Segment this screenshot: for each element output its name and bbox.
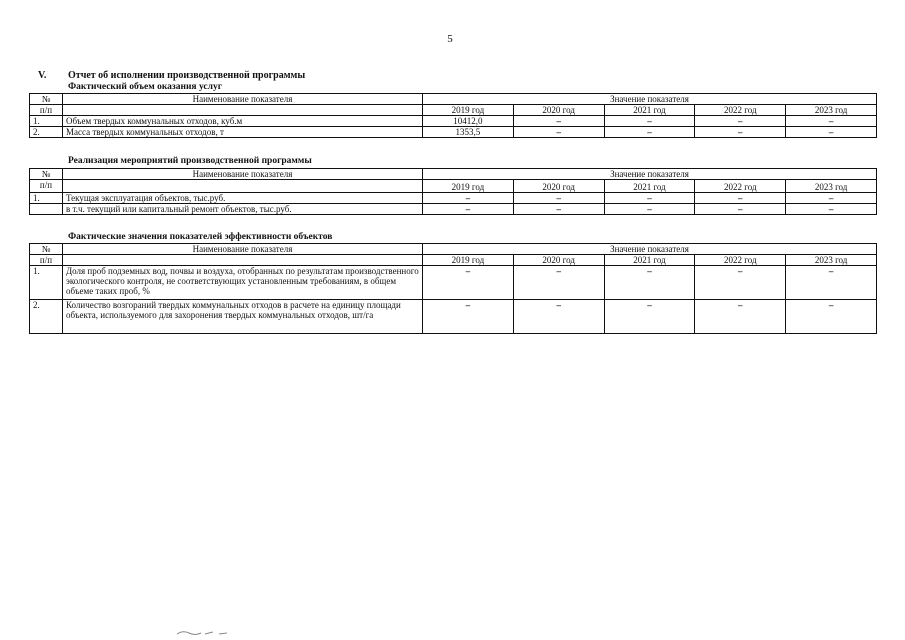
row-value: 1353,5 [423, 127, 514, 138]
scan-mark [175, 628, 235, 636]
row-value: – [423, 266, 514, 300]
row-name: Объем твердых коммунальных отходов, куб.м [63, 116, 423, 127]
year-header: 2019 год [423, 105, 514, 116]
row-number: 1. [30, 193, 63, 204]
row-value: – [604, 204, 695, 215]
row-value: – [423, 193, 514, 204]
row-value: – [513, 193, 604, 204]
row-value: – [513, 127, 604, 138]
efficiency-indicators-table [29, 243, 877, 334]
row-name: Количество возгораний твердых коммунальных отходов в расчете на единицу площади объекта, используемого для захоронения твердых коммунальных отходов, шт/га [63, 300, 423, 334]
row-name: Масса твердых коммунальных отходов, т [63, 127, 423, 138]
year-header: 2020 год [513, 180, 604, 193]
col-no-header: № [30, 169, 63, 180]
program-activities-title: Реализация мероприятий производственной программы [68, 156, 312, 166]
row-value: – [513, 116, 604, 127]
table-row [30, 300, 877, 334]
row-value: – [786, 204, 877, 215]
row-value: – [513, 266, 604, 300]
year-header: 2019 год [423, 180, 514, 193]
row-value: – [604, 127, 695, 138]
row-value: – [513, 300, 604, 334]
row-value: – [604, 300, 695, 334]
row-value: – [786, 300, 877, 334]
row-value: – [604, 193, 695, 204]
value-group-header: Значение показателя [423, 94, 877, 105]
row-value: – [604, 266, 695, 300]
year-header: 2023 год [786, 255, 877, 266]
services-volume-table [29, 93, 877, 138]
year-header: 2019 год [423, 255, 514, 266]
row-value: – [786, 116, 877, 127]
year-header: 2022 год [695, 180, 786, 193]
program-activities-table [29, 168, 877, 215]
page-number: 5 [447, 33, 453, 45]
year-header: 2020 год [513, 255, 604, 266]
table-row [30, 266, 877, 300]
row-value: – [604, 116, 695, 127]
col-name-header: Наименование показателя [63, 94, 423, 105]
row-value: – [423, 300, 514, 334]
row-value: – [695, 300, 786, 334]
row-value: – [513, 204, 604, 215]
table-row [30, 127, 877, 138]
year-header: 2020 год [513, 105, 604, 116]
year-header: 2022 год [695, 255, 786, 266]
row-value: – [423, 204, 514, 215]
section-title: Отчет об исполнении производственной программы [68, 70, 306, 81]
efficiency-indicators-title: Фактические значения показателей эффективности объектов [68, 232, 333, 242]
table-row [30, 193, 877, 204]
row-value: – [695, 193, 786, 204]
row-value: – [695, 116, 786, 127]
services-volume-title: Фактический объем оказания услуг [68, 82, 223, 92]
year-header: 2021 год [604, 105, 695, 116]
row-value: – [695, 204, 786, 215]
col-name-header: Наименование показателя [63, 244, 423, 255]
col-no-header-line2: п/п [30, 180, 63, 193]
col-no-header: № [30, 94, 63, 105]
row-value: – [786, 266, 877, 300]
row-value: 10412,0 [423, 116, 514, 127]
row-value: – [695, 127, 786, 138]
value-group-header: Значение показателя [423, 169, 877, 180]
col-no-header-line2: п/п [30, 255, 63, 266]
row-name: Доля проб подземных вод, почвы и воздуха, отобранных по результатам производственного экологического контроля, не соответствующих установленным требованиям, в общем объеме таких проб, % [63, 266, 423, 300]
row-number: 2. [30, 300, 63, 334]
year-header: 2023 год [786, 180, 877, 193]
value-group-header: Значение показателя [423, 244, 877, 255]
year-header: 2022 год [695, 105, 786, 116]
row-name: Текущая эксплуатация объектов, тыс.руб. [63, 193, 423, 204]
col-name-header: Наименование показателя [63, 169, 423, 180]
year-header: 2021 год [604, 180, 695, 193]
section-number: V. [38, 70, 47, 81]
year-header: 2023 год [786, 105, 877, 116]
row-number: 2. [30, 127, 63, 138]
row-number [30, 204, 63, 215]
row-number: 1. [30, 266, 63, 300]
section-heading [38, 70, 305, 81]
row-value: – [695, 266, 786, 300]
table-row [30, 116, 877, 127]
table-row [30, 204, 877, 215]
row-name: в т.ч. текущий или капитальный ремонт объектов, тыс.руб. [63, 204, 423, 215]
year-header: 2021 год [604, 255, 695, 266]
col-no-header: № [30, 244, 63, 255]
col-no-header-line2: п/п [30, 105, 63, 116]
row-value: – [786, 193, 877, 204]
row-number: 1. [30, 116, 63, 127]
row-value: – [786, 127, 877, 138]
